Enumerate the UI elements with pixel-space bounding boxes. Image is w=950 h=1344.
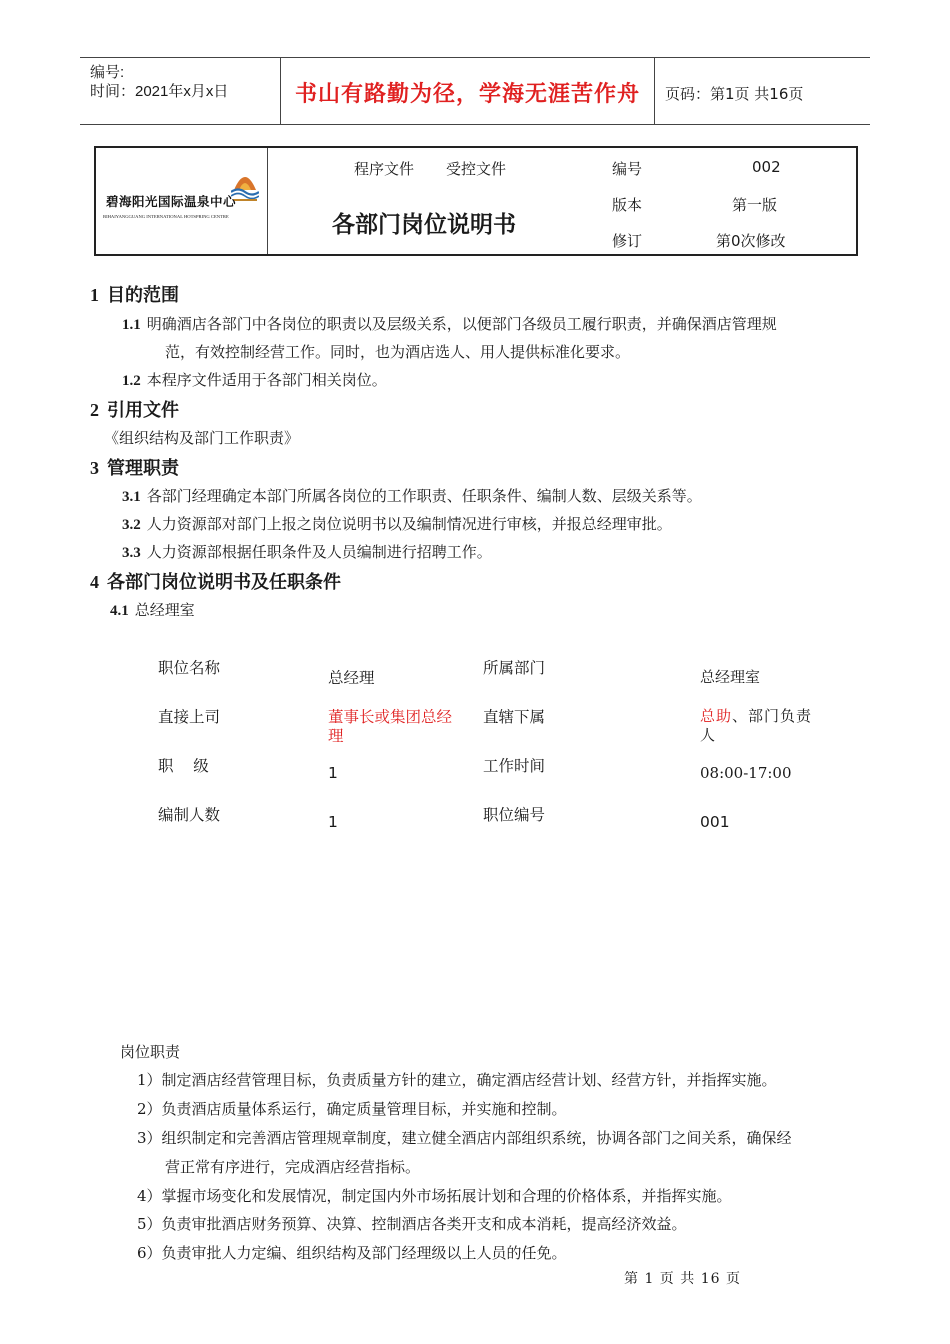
- logo-chinese-name: 碧海阳光国际温泉中心: [106, 194, 237, 209]
- page-info: 页码：第1页 共16页: [665, 85, 804, 103]
- hotel-logo: [96, 148, 268, 254]
- value-working-hours: 08:00-17:00: [700, 764, 792, 782]
- clause-1-1: 1.1 明确酒店各部门中各岗位的职责以及层级关系，以便部门各级员工履行职责，并确保酒店管理规: [122, 315, 777, 333]
- value-level: 1: [328, 764, 338, 782]
- field-label-number: 编号: [612, 160, 643, 178]
- label-working-hours: 工作时间: [483, 757, 546, 775]
- clause-3-2: 3.2 人力资源部对部门上报之岗位说明书以及编制情况进行审核，并报总经理审批。: [122, 515, 672, 533]
- duty-item: 1）制定酒店经营管理目标，负责质量方针的建立，确定酒店经营计划、经营方针，并指挥实施。: [137, 1071, 777, 1089]
- clause-1-2: 1.2 本程序文件适用于各部门相关岗位。: [122, 371, 387, 389]
- duty-item-cont: 营正常有序进行，完成酒店经营指标。: [165, 1158, 421, 1176]
- duties-heading: 岗位职责: [120, 1043, 181, 1061]
- duty-item: 5）负责审批酒店财务预算、决算、控制酒店各类开支和成本消耗，提高经济效益。: [137, 1215, 687, 1233]
- controlled-label: 受控文件: [446, 160, 507, 178]
- header-motto-cell: [281, 58, 655, 124]
- clause-1-1-cont: 范，有效控制经营工作。同时，也为酒店选人、用人提供标准化要求。: [165, 343, 631, 361]
- value-position-code: 001: [700, 813, 730, 831]
- value-department: 总经理室: [700, 668, 761, 686]
- section-heading-1: 1 目的范围: [90, 285, 179, 306]
- motto: 书山有路勤为径，学海无涯苦作舟: [294, 82, 640, 107]
- field-value-number: 002: [752, 158, 781, 176]
- label-level: 职 级: [158, 757, 209, 775]
- duty-item: 6）负责审批人力定编、组织结构及部门经理级以上人员的任免。: [137, 1244, 567, 1262]
- label-headcount: 编制人数: [158, 806, 221, 824]
- header-meta-cell: [80, 58, 281, 124]
- clause-3-1: 3.1 各部门经理确定本部门所属各岗位的工作职责、任职条件、编制人数、层级关系等。: [122, 487, 702, 505]
- clause-4-1: 4.1 总经理室: [110, 601, 195, 619]
- duty-item: 4）掌握市场变化和发展情况，制定国内外市场拓展计划和合理的价格体系，并指挥实施。: [137, 1187, 732, 1205]
- reference-document: 《组织结构及部门工作职责》: [104, 429, 300, 447]
- duty-item: 2）负责酒店质量体系运行，确定质量管理目标，并实施和控制。: [137, 1100, 567, 1118]
- label-direct-superior: 直接上司: [158, 708, 221, 726]
- duty-item: 3）组织制定和完善酒店管理规章制度，建立健全酒店内部组织系统，协调各部门之间关系，确保经: [137, 1129, 792, 1147]
- value-subordinates: 总助、部门负责: [700, 707, 813, 725]
- value-position-name: 总经理: [328, 669, 375, 687]
- field-label-revision: 修订: [612, 232, 643, 250]
- doc-number-label: 编号:: [90, 64, 125, 81]
- section-heading-3: 3 管理职责: [90, 458, 179, 479]
- value-headcount: 1: [328, 813, 338, 831]
- page-header: [80, 57, 870, 125]
- label-department: 所属部门: [483, 659, 546, 677]
- field-value-version: 第一版: [732, 196, 778, 214]
- label-subordinates: 直辖下属: [483, 708, 546, 726]
- field-label-version: 版本: [612, 196, 643, 214]
- field-value-revision: 第0次修改: [716, 232, 786, 250]
- doc-type: 程序文件: [354, 160, 415, 178]
- logo-english-name: BIHAIYANGGUANG INTERNATIONAL HOTSPRING CENTRE: [103, 214, 229, 219]
- section-heading-4: 4 各部门岗位说明书及任职条件: [90, 572, 341, 593]
- document-title: 各部门岗位说明书: [332, 212, 516, 238]
- value-subordinates-cont: 人: [700, 726, 716, 744]
- value-direct-superior: 董事长或集团总经: [328, 708, 453, 726]
- doc-time: 时间：2021年x月x日: [90, 83, 229, 100]
- document-info-box: [94, 146, 858, 256]
- label-position-name: 职位名称: [158, 659, 221, 677]
- clause-3-3: 3.3 人力资源部根据任职条件及人员编制进行招聘工作。: [122, 543, 492, 561]
- page-footer: 第 1 页 共 16 页: [624, 1271, 741, 1287]
- header-page-cell: [655, 58, 870, 124]
- section-heading-2: 2 引用文件: [90, 400, 179, 421]
- label-position-code: 职位编号: [483, 806, 546, 824]
- value-direct-superior-cont: 理: [328, 727, 344, 745]
